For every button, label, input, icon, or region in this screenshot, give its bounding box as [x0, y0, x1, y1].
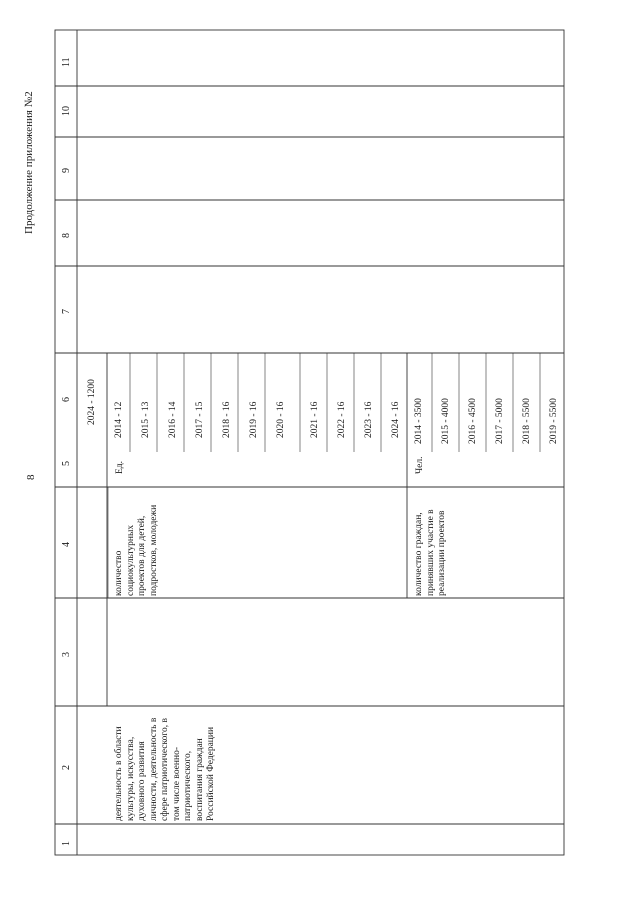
activity-description: деятельность в области культуры, искусства, духовного развития личности, деятельность в сфере патриотического, в том числе военно-патриотического, воспитания граждан Российской Федерации [114, 717, 216, 821]
column-number: 7 [61, 309, 72, 314]
indicator-value: 2018 - 5500 [522, 398, 532, 444]
column-number: 11 [61, 57, 72, 67]
indicator-value: 2017 - 15 [195, 401, 205, 438]
indicator-value: 2015 - 13 [141, 401, 151, 438]
indicator-value: 2018 - 16 [222, 401, 232, 438]
column-number: 4 [61, 542, 72, 547]
indicator-unit: Ед. [115, 460, 125, 474]
indicator-value: 2022 - 16 [337, 401, 347, 438]
indicator-value: 2021 - 16 [310, 401, 320, 438]
column-number: 2 [61, 765, 72, 770]
column-number: 1 [61, 841, 72, 846]
indicator-unit: Чел. [415, 456, 425, 474]
column-number: 8 [61, 233, 72, 238]
indicator-value: 2024 - 16 [391, 401, 401, 438]
indicator-value: 2014 - 3500 [414, 398, 424, 444]
indicator-value: 2020 - 16 [276, 401, 286, 438]
indicator-value: 2019 - 5500 [549, 398, 559, 444]
appendix-continuation-title: Продолжение приложения №2 [23, 91, 35, 234]
indicator-value: 2014 - 12 [114, 401, 124, 438]
column-number: 9 [61, 168, 72, 173]
column-number: 6 [61, 397, 72, 402]
indicator-value: 2015 - 4000 [441, 398, 451, 444]
indicator-name: количество социокультурных проектов для детей, подростков, молодежи [114, 504, 159, 596]
indicator-value: 2019 - 16 [249, 401, 259, 438]
column-number: 5 [61, 461, 72, 466]
carry-over-value: 2024 - 1200 [87, 379, 97, 425]
indicator-value: 2016 - 14 [168, 401, 178, 438]
indicator-value: 2016 - 4500 [468, 398, 478, 444]
indicator-value: 2017 - 5000 [495, 398, 505, 444]
page-number: 8 [25, 474, 37, 480]
indicator-value: 2023 - 16 [364, 401, 374, 438]
column-number: 3 [61, 652, 72, 657]
column-number: 10 [61, 106, 72, 116]
indicator-name: количество граждан, принявших участие в реализации проектов [414, 509, 447, 596]
